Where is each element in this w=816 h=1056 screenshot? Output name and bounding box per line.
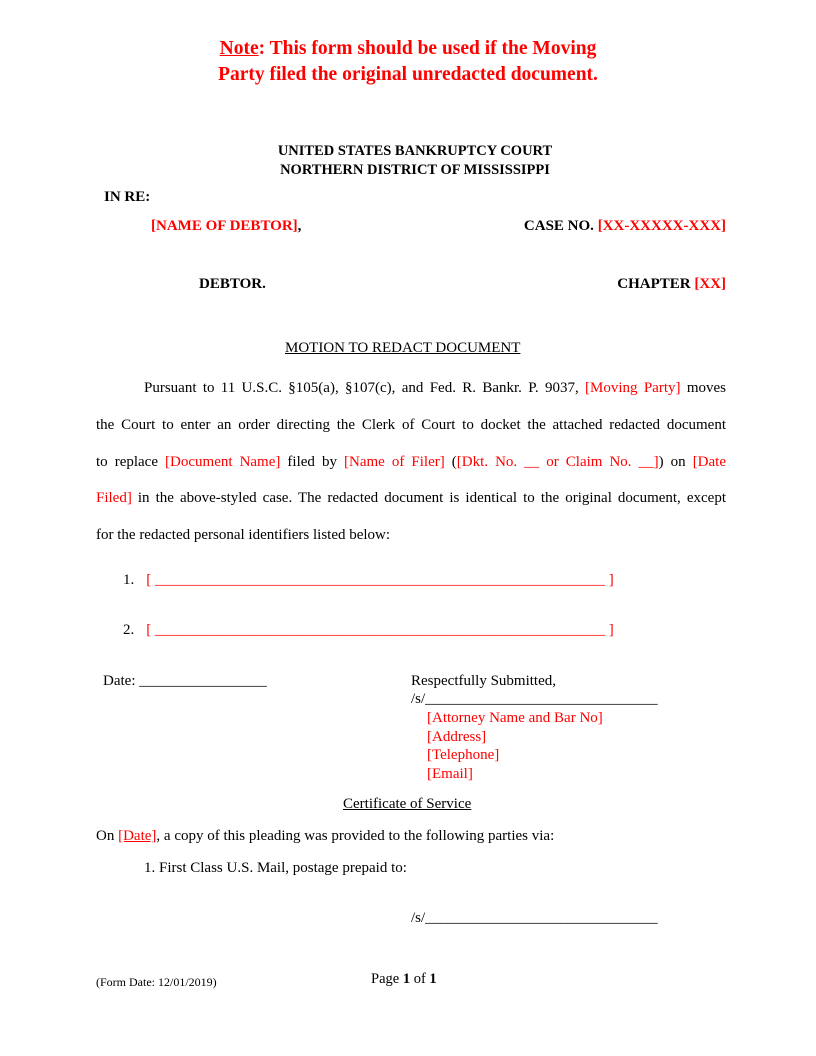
- body-text: in the above-styled case. The redacted document is identical to the original document, except: [131, 490, 726, 507]
- note-line-1: [0, 36, 816, 62]
- certificate-title: Certificate of Service: [343, 796, 472, 812]
- identifier-item: [123, 572, 614, 589]
- page-current: 1: [402, 971, 411, 987]
- body-line-4: [96, 480, 726, 517]
- body-line-2: [96, 407, 726, 444]
- case-number: [524, 218, 726, 235]
- body-line-5: for the redacted personal identifiers listed below:: [96, 527, 391, 544]
- document-name-placeholder: [Document Name]: [165, 453, 281, 470]
- body-text: ) on: [658, 453, 693, 470]
- form-date: (Form Date: 12/01/2019): [96, 975, 217, 989]
- in-re-label: IN RE:: [104, 189, 151, 205]
- cert-on: On: [96, 828, 119, 844]
- body-text: to replace: [96, 453, 166, 470]
- cert-rest: , a copy of this pleading was provided to the following parties via:: [156, 828, 555, 844]
- page-of: of: [410, 971, 430, 987]
- signature-line: /s/_______________________________: [411, 691, 658, 707]
- debtor-label: DEBTOR.: [199, 276, 266, 292]
- page-prefix: Page: [371, 971, 403, 987]
- body-text: moves: [680, 380, 726, 396]
- respectfully-submitted: Respectfully Submitted,: [411, 673, 556, 689]
- filer-name-placeholder: [Name of Filer]: [344, 453, 445, 470]
- case-number-placeholder: [XX-XXXXX-XXX]: [597, 218, 726, 234]
- identifier-number: 1.: [123, 572, 135, 588]
- motion-title: MOTION TO REDACT DOCUMENT: [285, 340, 521, 356]
- certificate-text: [96, 828, 554, 845]
- note-text-1: : This form should be used if the Moving: [258, 38, 597, 59]
- chapter-label: CHAPTER: [617, 276, 695, 292]
- body-text: Pursuant to 11 U.S.C. §105(a), §107(c), and Fed. R. Bankr. P. 9037,: [144, 380, 586, 396]
- service-method: 1. First Class U.S. Mail, postage prepaid to:: [144, 860, 407, 876]
- body-text: (: [444, 453, 457, 470]
- body-line-1: [96, 370, 726, 407]
- case-label: CASE NO.: [523, 218, 598, 234]
- debtor-comma: ,: [297, 218, 302, 234]
- identifier-item: [123, 622, 614, 639]
- chapter: [617, 276, 726, 293]
- note-line-2: Party filed the original unredacted document.: [218, 64, 598, 85]
- date-filed-placeholder-a: [Date: [692, 453, 726, 470]
- body-text: filed by: [280, 453, 345, 470]
- note-label: Note: [219, 38, 259, 59]
- body-line-3: [96, 444, 726, 481]
- form-usage-note: [0, 36, 816, 88]
- court-header: [0, 142, 816, 179]
- docket-number-placeholder: [Dkt. No. __ or Claim No. __]: [456, 453, 659, 470]
- motion-body: [96, 370, 726, 554]
- page-total: 1: [429, 971, 437, 987]
- email-placeholder: [Email]: [427, 765, 473, 782]
- chapter-placeholder: [XX]: [694, 276, 726, 292]
- identifier-blank: [ ____________________________________________________________ ]: [146, 622, 614, 638]
- identifier-blank: [ ____________________________________________________________ ]: [146, 572, 614, 588]
- attorney-block: [427, 709, 603, 783]
- certificate-signature-line: /s/_______________________________: [411, 910, 658, 926]
- debtor-name: [151, 218, 301, 235]
- debtor-name-placeholder: [NAME OF DEBTOR]: [151, 218, 298, 234]
- attorney-name-placeholder: [Attorney Name and Bar No]: [427, 710, 603, 726]
- moving-party-placeholder: [Moving Party]: [585, 380, 681, 396]
- date-filed-placeholder-b: Filed]: [96, 490, 132, 507]
- certificate-date-placeholder: [Date]: [118, 828, 157, 844]
- body-text: the Court to enter an order directing the Clerk of Court to docket the attached redacted document: [96, 416, 726, 433]
- address-placeholder: [Address]: [427, 728, 487, 745]
- court-district: NORTHERN DISTRICT OF MISSISSIPPI: [280, 161, 550, 178]
- telephone-placeholder: [Telephone]: [427, 747, 500, 763]
- court-name: UNITED STATES BANKRUPTCY COURT: [277, 143, 553, 159]
- page-number: [371, 971, 437, 988]
- identifier-number: 2.: [123, 622, 135, 638]
- date-line: Date: _________________: [103, 673, 267, 689]
